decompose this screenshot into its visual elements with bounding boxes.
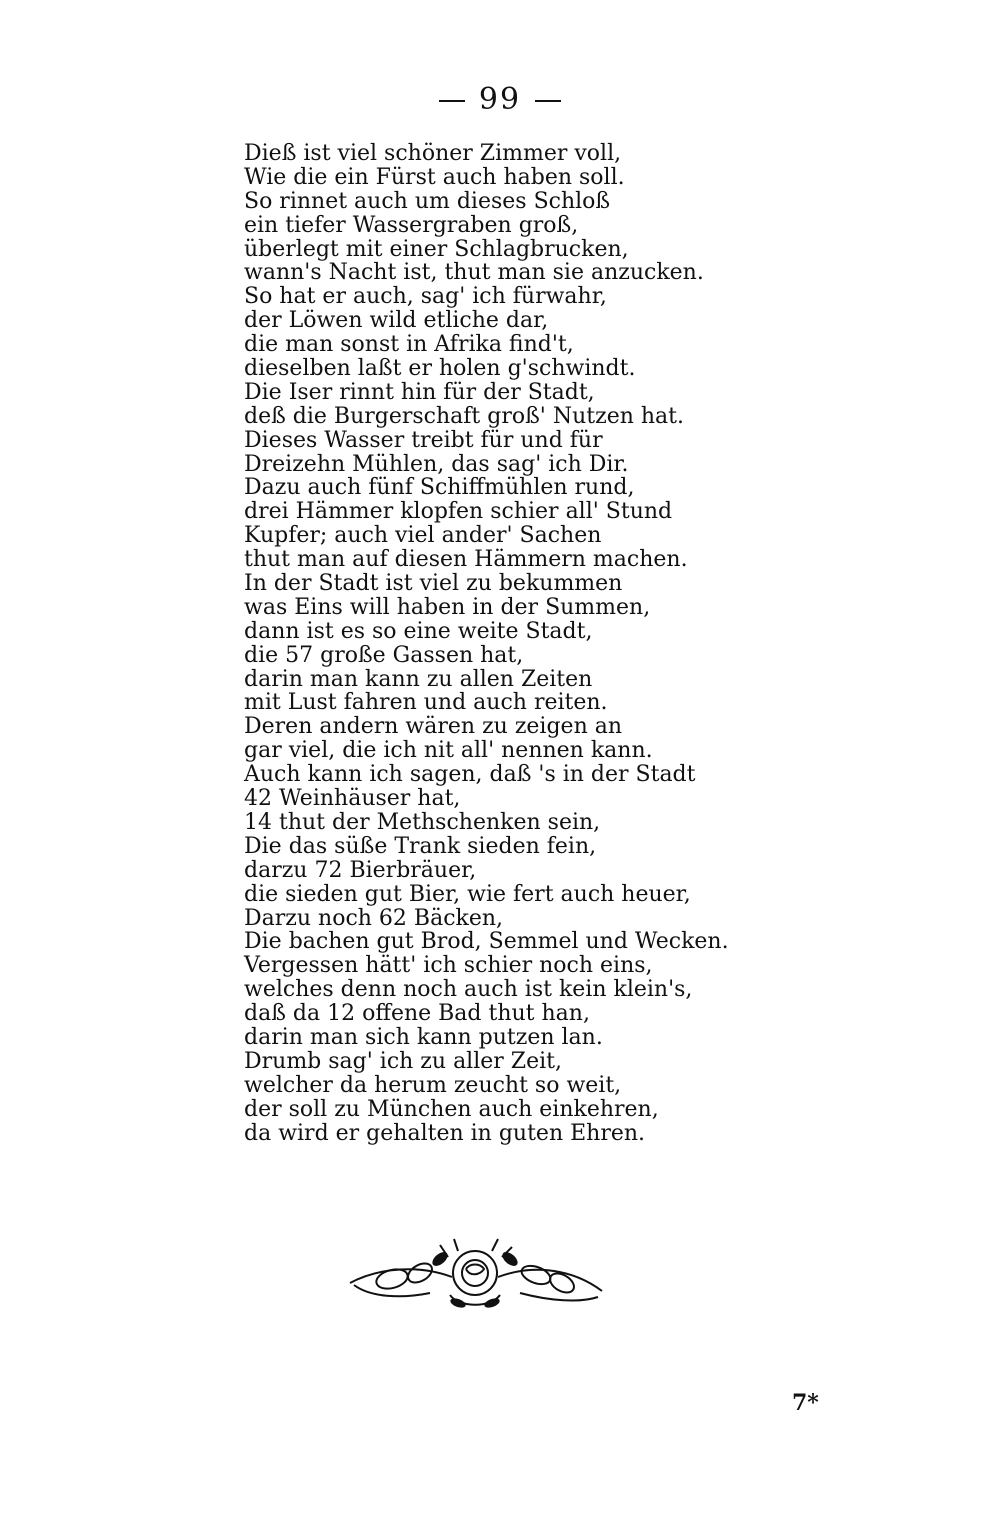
verse-line: Dieß ist viel schöner Zimmer voll, bbox=[244, 141, 622, 166]
verse-line: Auch kann ich sagen, daß 's in der Stadt bbox=[244, 762, 696, 788]
header-dash-right bbox=[535, 100, 561, 102]
page-number: 99 bbox=[478, 82, 522, 117]
verse-line: Drumb sag' ich zu aller Zeit, bbox=[244, 1048, 562, 1074]
verse-line: thut man auf diesen Hämmern machen. bbox=[244, 547, 688, 573]
verse-line: Die bachen gut Brod, Semmel und Wecken. bbox=[244, 929, 729, 955]
verse-line: darin man kann zu allen Zeiten bbox=[244, 666, 593, 692]
verse-line: der soll zu München auch einkehren, bbox=[244, 1096, 659, 1122]
verse-line: In der Stadt ist viel zu bekummen bbox=[244, 571, 623, 597]
verse-line: Dreizehn Mühlen, das sag' ich Dir. bbox=[244, 451, 629, 477]
verse-line: 42 Weinhäuser hat, bbox=[244, 786, 461, 812]
verse-line: darzu 72 Bierbräuer, bbox=[244, 857, 477, 883]
verse-line: der Löwen wild etliche dar, bbox=[244, 308, 549, 334]
verse-line: So rinnet auch um dieses Schloß bbox=[244, 188, 611, 214]
verse-line: 14 thut der Methschenken sein, bbox=[244, 809, 601, 835]
verse-line: welcher da herum zeucht so weit, bbox=[244, 1072, 622, 1098]
verse-line: Die das süße Trank sieden fein, bbox=[244, 833, 597, 859]
verse-line: deß die Burgerschaft groß' Nutzen hat. bbox=[244, 403, 684, 429]
printer-signature: 7* bbox=[792, 1390, 819, 1416]
verse-line: mit Lust fahren und auch reiten. bbox=[244, 690, 608, 716]
rose-ornament-icon bbox=[340, 1237, 610, 1317]
verse-line: Kupfer; auch viel ander' Sachen bbox=[244, 523, 602, 549]
verse-line: wann's Nacht ist, thut man sie anzucken. bbox=[244, 260, 704, 286]
verse-line: Darzu noch 62 Bäcken, bbox=[244, 905, 504, 931]
verse-line: dann ist es so eine weite Stadt, bbox=[244, 618, 593, 644]
verse-line: Dazu auch fünf Schiffmühlen rund, bbox=[244, 475, 635, 501]
verse-line: Deren andern wären zu zeigen an bbox=[244, 714, 623, 740]
verse-line: die sieden gut Bier, wie fert auch heuer, bbox=[244, 881, 691, 907]
verse-line: darin man sich kann putzen lan. bbox=[244, 1024, 603, 1050]
verse-line: So hat er auch, sag' ich fürwahr, bbox=[244, 284, 607, 310]
header-dash-left bbox=[439, 100, 465, 102]
verse-line: welches denn noch auch ist kein klein's, bbox=[244, 977, 693, 1003]
verse-line: Dieses Wasser treibt für und für bbox=[244, 427, 603, 453]
verse-line: daß da 12 offene Bad thut han, bbox=[244, 1001, 590, 1027]
page-header bbox=[0, 82, 1000, 117]
verse-line: da wird er gehalten in guten Ehren. bbox=[244, 1120, 646, 1146]
verse-block bbox=[244, 142, 964, 1145]
verse-line: ein tiefer Wassergraben groß, bbox=[244, 212, 579, 238]
verse-line: dieselben laßt er holen g'schwindt. bbox=[244, 356, 636, 382]
verse-line: überlegt mit einer Schlagbrucken, bbox=[244, 236, 629, 262]
verse-line: Vergessen hätt' ich schier noch eins, bbox=[244, 953, 653, 979]
verse-line: Die Iser rinnt hin für der Stadt, bbox=[244, 379, 595, 405]
verse-line: Wie die ein Fürst auch haben soll. bbox=[244, 164, 625, 190]
verse-line: was Eins will haben in der Summen, bbox=[244, 594, 651, 620]
verse-line: die man sonst in Afrika find't, bbox=[244, 332, 574, 358]
verse-line: gar viel, die ich nit all' nennen kann. bbox=[244, 738, 653, 764]
verse-line: die 57 große Gassen hat, bbox=[244, 642, 524, 668]
verse-line: drei Hämmer klopfen schier all' Stund bbox=[244, 499, 673, 525]
